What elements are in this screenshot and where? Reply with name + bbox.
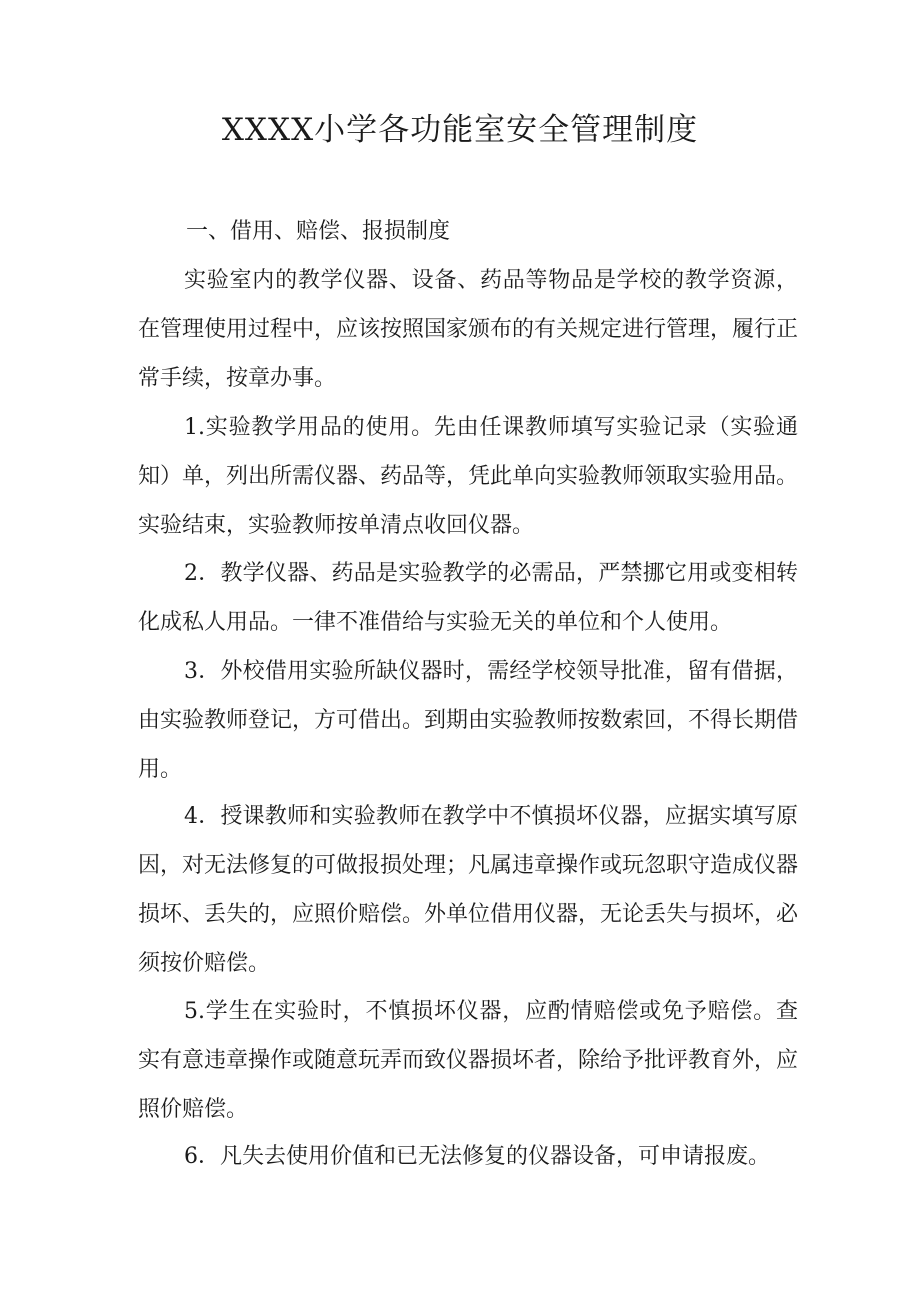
- document-title: XXXX小学各功能室安全管理制度: [221, 112, 699, 148]
- paragraph-item-3: 3．外校借用实验所缺仪器时，需经学校领导批准，留有借据，由实验教师登记，方可借出。到期由实验教师按数索回，不得长期借用。: [138, 659, 799, 782]
- paragraph-item-6: 6．凡失去使用价值和已无法修复的仪器设备，可申请报废。: [184, 1144, 770, 1169]
- paragraph-item-1: 1.实验教学用品的使用。先由任课教师填写实验记录（实验通知）单，列出所需仪器、药品等，凭此单向实验教师领取实验用品。实验结束，实验教师按单清点收回仪器。: [138, 415, 799, 538]
- paragraph-item-2: 2．教学仪器、药品是实验教学的必需品，严禁挪它用或变相转化成私人用品。一律不准借给与实验无关的单位和个人使用。: [138, 561, 798, 635]
- section-heading: 一、借用、赔偿、报损制度: [186, 219, 451, 244]
- paragraph-item-4: 4．授课教师和实验教师在教学中不慎损坏仪器，应据实填写原因，对无法修复的可做报损处理；凡属违章操作或玩忽职守造成仪器损坏、丢失的，应照价赔偿。外单位借用仪器，无论丢失与损坏，必须按价赔偿。: [138, 804, 799, 976]
- paragraph-item-5: 5.学生在实验时，不慎损坏仪器，应酌情赔偿或免予赔偿。查实有意违章操作或随意玩弄而致仪器损坏者，除给予批评教育外，应照价赔偿。: [138, 999, 799, 1122]
- paragraph-intro: 实验室内的教学仪器、设备、药品等物品是学校的教学资源，在管理使用过程中，应该按照国家颁布的有关规定进行管理，履行正常手续，按章办事。: [138, 268, 799, 391]
